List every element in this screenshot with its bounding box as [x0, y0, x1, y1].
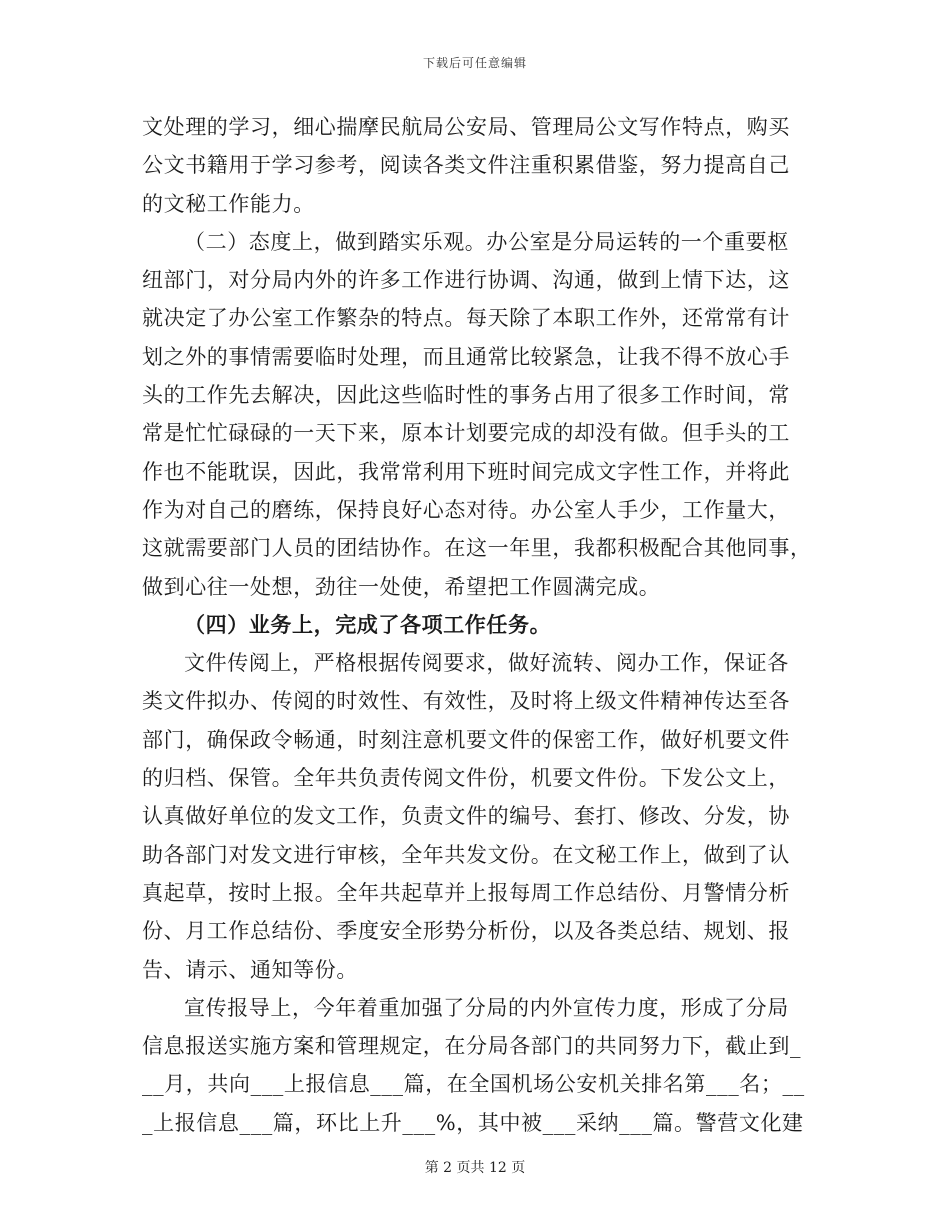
text-line: 就决定了办公室工作繁杂的特点。每天除了本职工作外，还常常有计	[142, 306, 790, 331]
text-line: 作也不能耽误，因此，我常常利用下班时间完成文字性工作，并将此	[142, 459, 790, 484]
text-line: 公文书籍用于学习参考，阅读各类文件注重积累借鉴，努力提高自己	[142, 153, 790, 178]
section-heading-line: （四）业务上，完成了各项工作任务。	[184, 611, 552, 637]
text-line: （二）态度上，做到踏实乐观。办公室是分局运转的一个重要枢	[184, 229, 789, 254]
page-footer: 第 2 页共 12 页	[424, 1160, 526, 1176]
text-line: 的归档、保管。全年共负责传阅文件份，机要文件份。下发公文上，	[142, 766, 790, 791]
text-line: 认真做好单位的发文工作，负责文件的编号、套打、修改、分发，协	[142, 804, 790, 829]
text-line: 部门，确保政令畅通，时刻注意机要文件的保密工作，做好机要文件	[142, 727, 790, 752]
text-line: 常是忙忙碌碌的一天下来，原本计划要完成的却没有做。但手头的工	[142, 421, 790, 446]
text-line: 助各部门对发文进行审核，全年共发文份。在文秘工作上，做到了认	[142, 842, 790, 867]
text-line: 类文件拟办、传阅的时效性、有效性，及时将上级文件精神传达至各	[142, 689, 790, 714]
text-line: 头的工作先去解决，因此这些临时性的事务占用了很多工作时间，常	[142, 383, 790, 408]
text-line: 真起草，按时上报。全年共起草并上报每周工作总结份、月警情分析	[142, 880, 790, 905]
page-header: 下载后可任意编辑	[422, 56, 527, 70]
text-line: 宣传报导上，今年着重加强了分局的内外宣传力度，形成了分局	[184, 995, 789, 1020]
text-line: 划之外的事情需要临时处理，而且通常比较紧急，让我不得不放心手	[142, 344, 790, 369]
text-line: 纽部门，对分局内外的许多工作进行协调、沟通，做到上情下达，这	[142, 268, 790, 293]
text-line: 份、月工作总结份、季度安全形势分析份，以及各类总结、规划、报	[142, 919, 790, 944]
text-line: _上报信息___篇，环比上升___%，其中被___采纳___篇。警营文化建	[142, 1110, 804, 1135]
text-line: 的文秘工作能力。	[142, 191, 315, 216]
text-line: 文处理的学习，细心揣摩民航局公安局、管理局公文写作特点，购买	[142, 115, 790, 139]
text-line: 告、请示、通知等份。	[142, 957, 358, 982]
text-line: 这就需要部门人员的团结协作。在这一年里，我都积极配合其他同事，	[142, 536, 812, 561]
text-line: 信息报送实施方案和管理规定，在分局各部门的共同努力下，截止到_	[142, 1034, 802, 1059]
text-line: 文件传阅上，严格根据传阅要求，做好流转、阅办工作，保证各	[184, 651, 789, 676]
text-line: __月，共向___上报信息___篇，在全国机场公安机关排名第___名；__	[142, 1072, 805, 1097]
document-body	[142, 108, 812, 1142]
text-line: 作为对自己的磨练，保持良好心态对待。办公室人手少，工作量大，	[142, 497, 790, 522]
text-line: 做到心往一处想，劲往一处使，希望把工作圆满完成。	[142, 574, 661, 599]
